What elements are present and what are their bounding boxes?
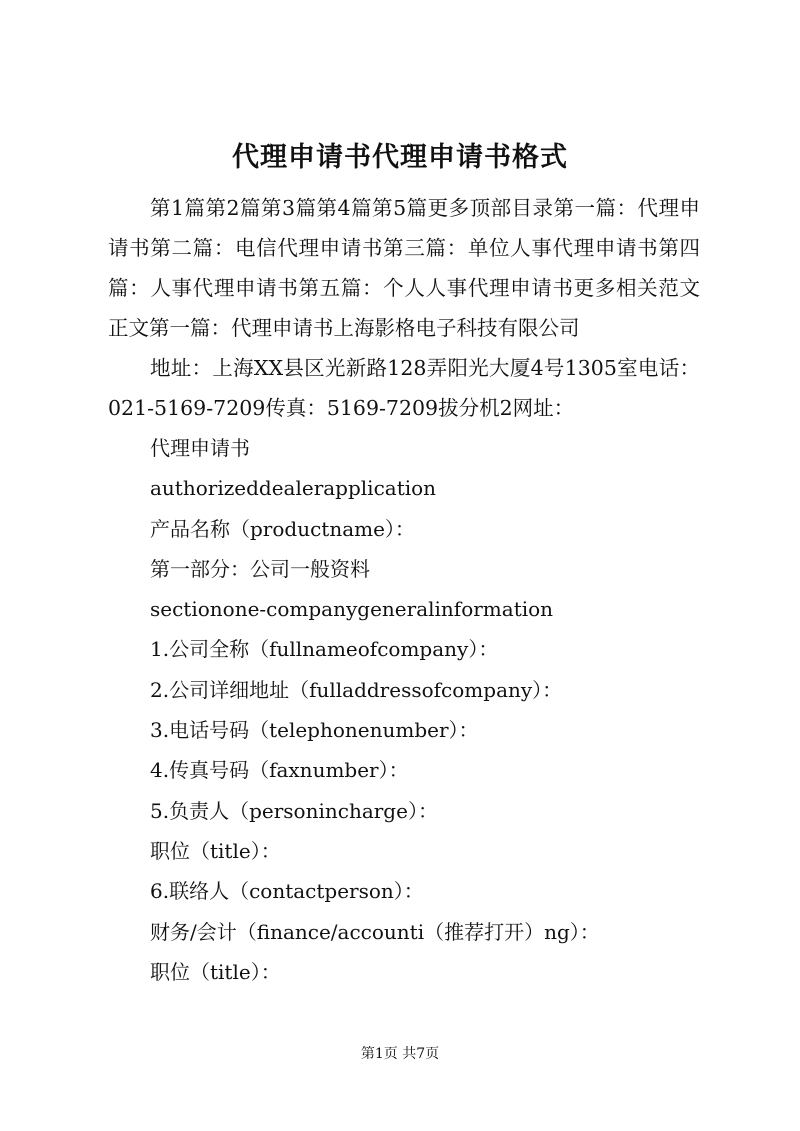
- text-line: 6.联络人（contactperson）：: [150, 879, 424, 904]
- text-line: sectionone-companygeneralinformation: [150, 597, 554, 622]
- text-line: 2.公司详细地址（fulladdressofcompany）：: [150, 677, 563, 702]
- intro-paragraph: 第1篇第2篇第3篇第4篇第5篇更多顶部目录第一篇：代理申请书第二篇：电信代理申请书第三篇：单位人事代理申请书第四篇：人事代理申请书第五篇：个人人事代理申请书更多相关范文正文第一篇：代理申请书上海影格电子科技有限公司: [108, 196, 700, 340]
- document-title: 代理申请书代理申请书格式: [232, 142, 568, 173]
- text-line: 3.电话号码（telephonenumber）：: [150, 718, 479, 743]
- page-footer: 第1页 共7页: [360, 1046, 440, 1062]
- text-line: authorizeddealerapplication: [150, 476, 437, 501]
- text-line: 5.负责人（personincharge）：: [150, 798, 438, 823]
- text-line: 第一部分：公司一般资料: [150, 556, 370, 581]
- text-line: 财务/会计（finance/accounti（推荐打开）ng）：: [150, 919, 600, 944]
- text-line: 代理申请书: [150, 436, 250, 460]
- address-paragraph: 地址：上海XX县区光新路128弄阳光大厦4号1305室电话：021-5169-7209传真：5169-7209拔分机2网址：: [108, 356, 700, 420]
- text-line: 产品名称（productname）：: [150, 516, 415, 541]
- text-line: 4.传真号码（faxnumber）：: [150, 758, 409, 783]
- text-line: 职位（title）：: [150, 838, 281, 863]
- form-lines: [150, 428, 600, 992]
- text-line: 1.公司全称（fullnameofcompany）：: [150, 637, 499, 662]
- text-line: 职位（title）：: [150, 959, 281, 984]
